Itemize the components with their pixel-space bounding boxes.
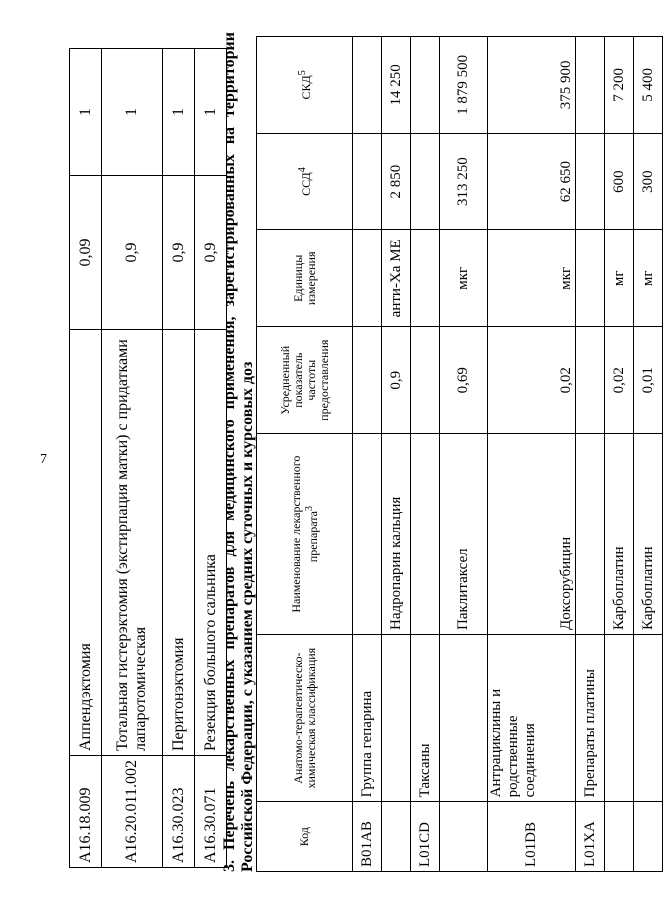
- atc-group: Препараты платины: [576, 634, 605, 801]
- header-drug: Наименование лекарственного препарата$^3$: [257, 434, 353, 635]
- table-row: [411, 37, 440, 872]
- header-ssd: ССД$^4$: [257, 133, 353, 230]
- drug-unit: мг: [634, 230, 663, 327]
- table-header-row: [257, 37, 353, 872]
- drug-name: Доксорубицин: [488, 434, 576, 635]
- table-row: [576, 37, 605, 872]
- table-row: [488, 37, 576, 872]
- procedures-table: [69, 48, 227, 868]
- procedure-multiplicity: 1: [70, 49, 102, 176]
- drugs-table: [256, 36, 663, 872]
- drug-skd: 1 879 500: [440, 37, 488, 134]
- procedure-code: A16.20.011.002: [102, 756, 163, 868]
- procedure-multiplicity: 1: [195, 49, 227, 176]
- drug-unit: анти-Ха МЕ: [382, 230, 411, 327]
- drug-ssd: 300: [634, 133, 663, 230]
- procedure-name: Тотальная гистерэктомия (экстирпация матки) с придатками лапаротомическая: [102, 330, 163, 756]
- drug-ssd: 313 250: [440, 133, 488, 230]
- drug-ssd: 62 650: [488, 133, 576, 230]
- drug-unit: мг: [605, 230, 634, 327]
- table-row: [353, 37, 382, 872]
- drug-frequency: 0,02: [605, 327, 634, 434]
- table-row: [440, 37, 488, 872]
- drug-name: Паклитаксел: [440, 434, 488, 635]
- atc-code: L01CD: [411, 802, 440, 872]
- drug-skd: 375 900: [488, 37, 576, 134]
- procedure-code: A16.30.023: [163, 756, 195, 868]
- drug-unit: мкг: [488, 230, 576, 327]
- procedure-frequency: 0,9: [102, 176, 163, 330]
- section-heading-line2: Российской Федерации, с указанием средних суточных и курсовых доз: [239, 361, 256, 872]
- atc-code: L01XA: [576, 802, 605, 872]
- procedure-code: A16.30.071: [195, 756, 227, 868]
- procedure-name: Аппендэктомия: [70, 330, 102, 756]
- drug-frequency: 0,02: [488, 327, 576, 434]
- drug-skd: 14 250: [382, 37, 411, 134]
- table-row: [102, 49, 163, 868]
- page-number: 7: [40, 452, 47, 467]
- drug-name: Карбоплатин: [634, 434, 663, 635]
- header-frequency: Усредненный показатель частоты предоставления: [257, 327, 353, 434]
- drug-skd: 5 400: [634, 37, 663, 134]
- drug-frequency: 0,9: [382, 327, 411, 434]
- procedure-name: Перитонэктомия: [163, 330, 195, 756]
- procedure-name: Резекция большого сальника: [195, 330, 227, 756]
- procedure-frequency: 0,9: [163, 176, 195, 330]
- procedure-multiplicity: 1: [163, 49, 195, 176]
- table-row: [70, 49, 102, 868]
- atc-code: B01AB: [353, 802, 382, 872]
- table-row: [382, 37, 411, 872]
- procedure-code: A16.18.009: [70, 756, 102, 868]
- atc-code: L01DB: [488, 802, 576, 872]
- drug-skd: 7 200: [605, 37, 634, 134]
- drug-frequency: 0,69: [440, 327, 488, 434]
- atc-group: Таксаны: [411, 634, 440, 801]
- procedure-frequency: 0,09: [70, 176, 102, 330]
- drug-ssd: 2 850: [382, 133, 411, 230]
- atc-group: Антрациклины и родственные соединения: [488, 634, 576, 801]
- header-unit: Единицы измерения: [257, 230, 353, 327]
- section-heading: [221, 32, 257, 872]
- drug-name: Карбоплатин: [605, 434, 634, 635]
- procedure-multiplicity: 1: [102, 49, 163, 176]
- procedure-frequency: 0,9: [195, 176, 227, 330]
- section-heading-line1: 3. Перечень лекарственных препаратов для медицинского применения, зарегистрированных на территории: [221, 32, 238, 872]
- drug-ssd: 600: [605, 133, 634, 230]
- header-skd: СКД$^5$: [257, 37, 353, 134]
- atc-group: Группа гепарина: [353, 634, 382, 801]
- table-row: [163, 49, 195, 868]
- header-code: Код: [257, 802, 353, 872]
- table-row: [634, 37, 663, 872]
- drug-frequency: 0,01: [634, 327, 663, 434]
- header-atc: Анатомо-терапевтическо-химическая классификация: [257, 634, 353, 801]
- table-row: [605, 37, 634, 872]
- drug-name: Надропарин кальция: [382, 434, 411, 635]
- drug-unit: мкг: [440, 230, 488, 327]
